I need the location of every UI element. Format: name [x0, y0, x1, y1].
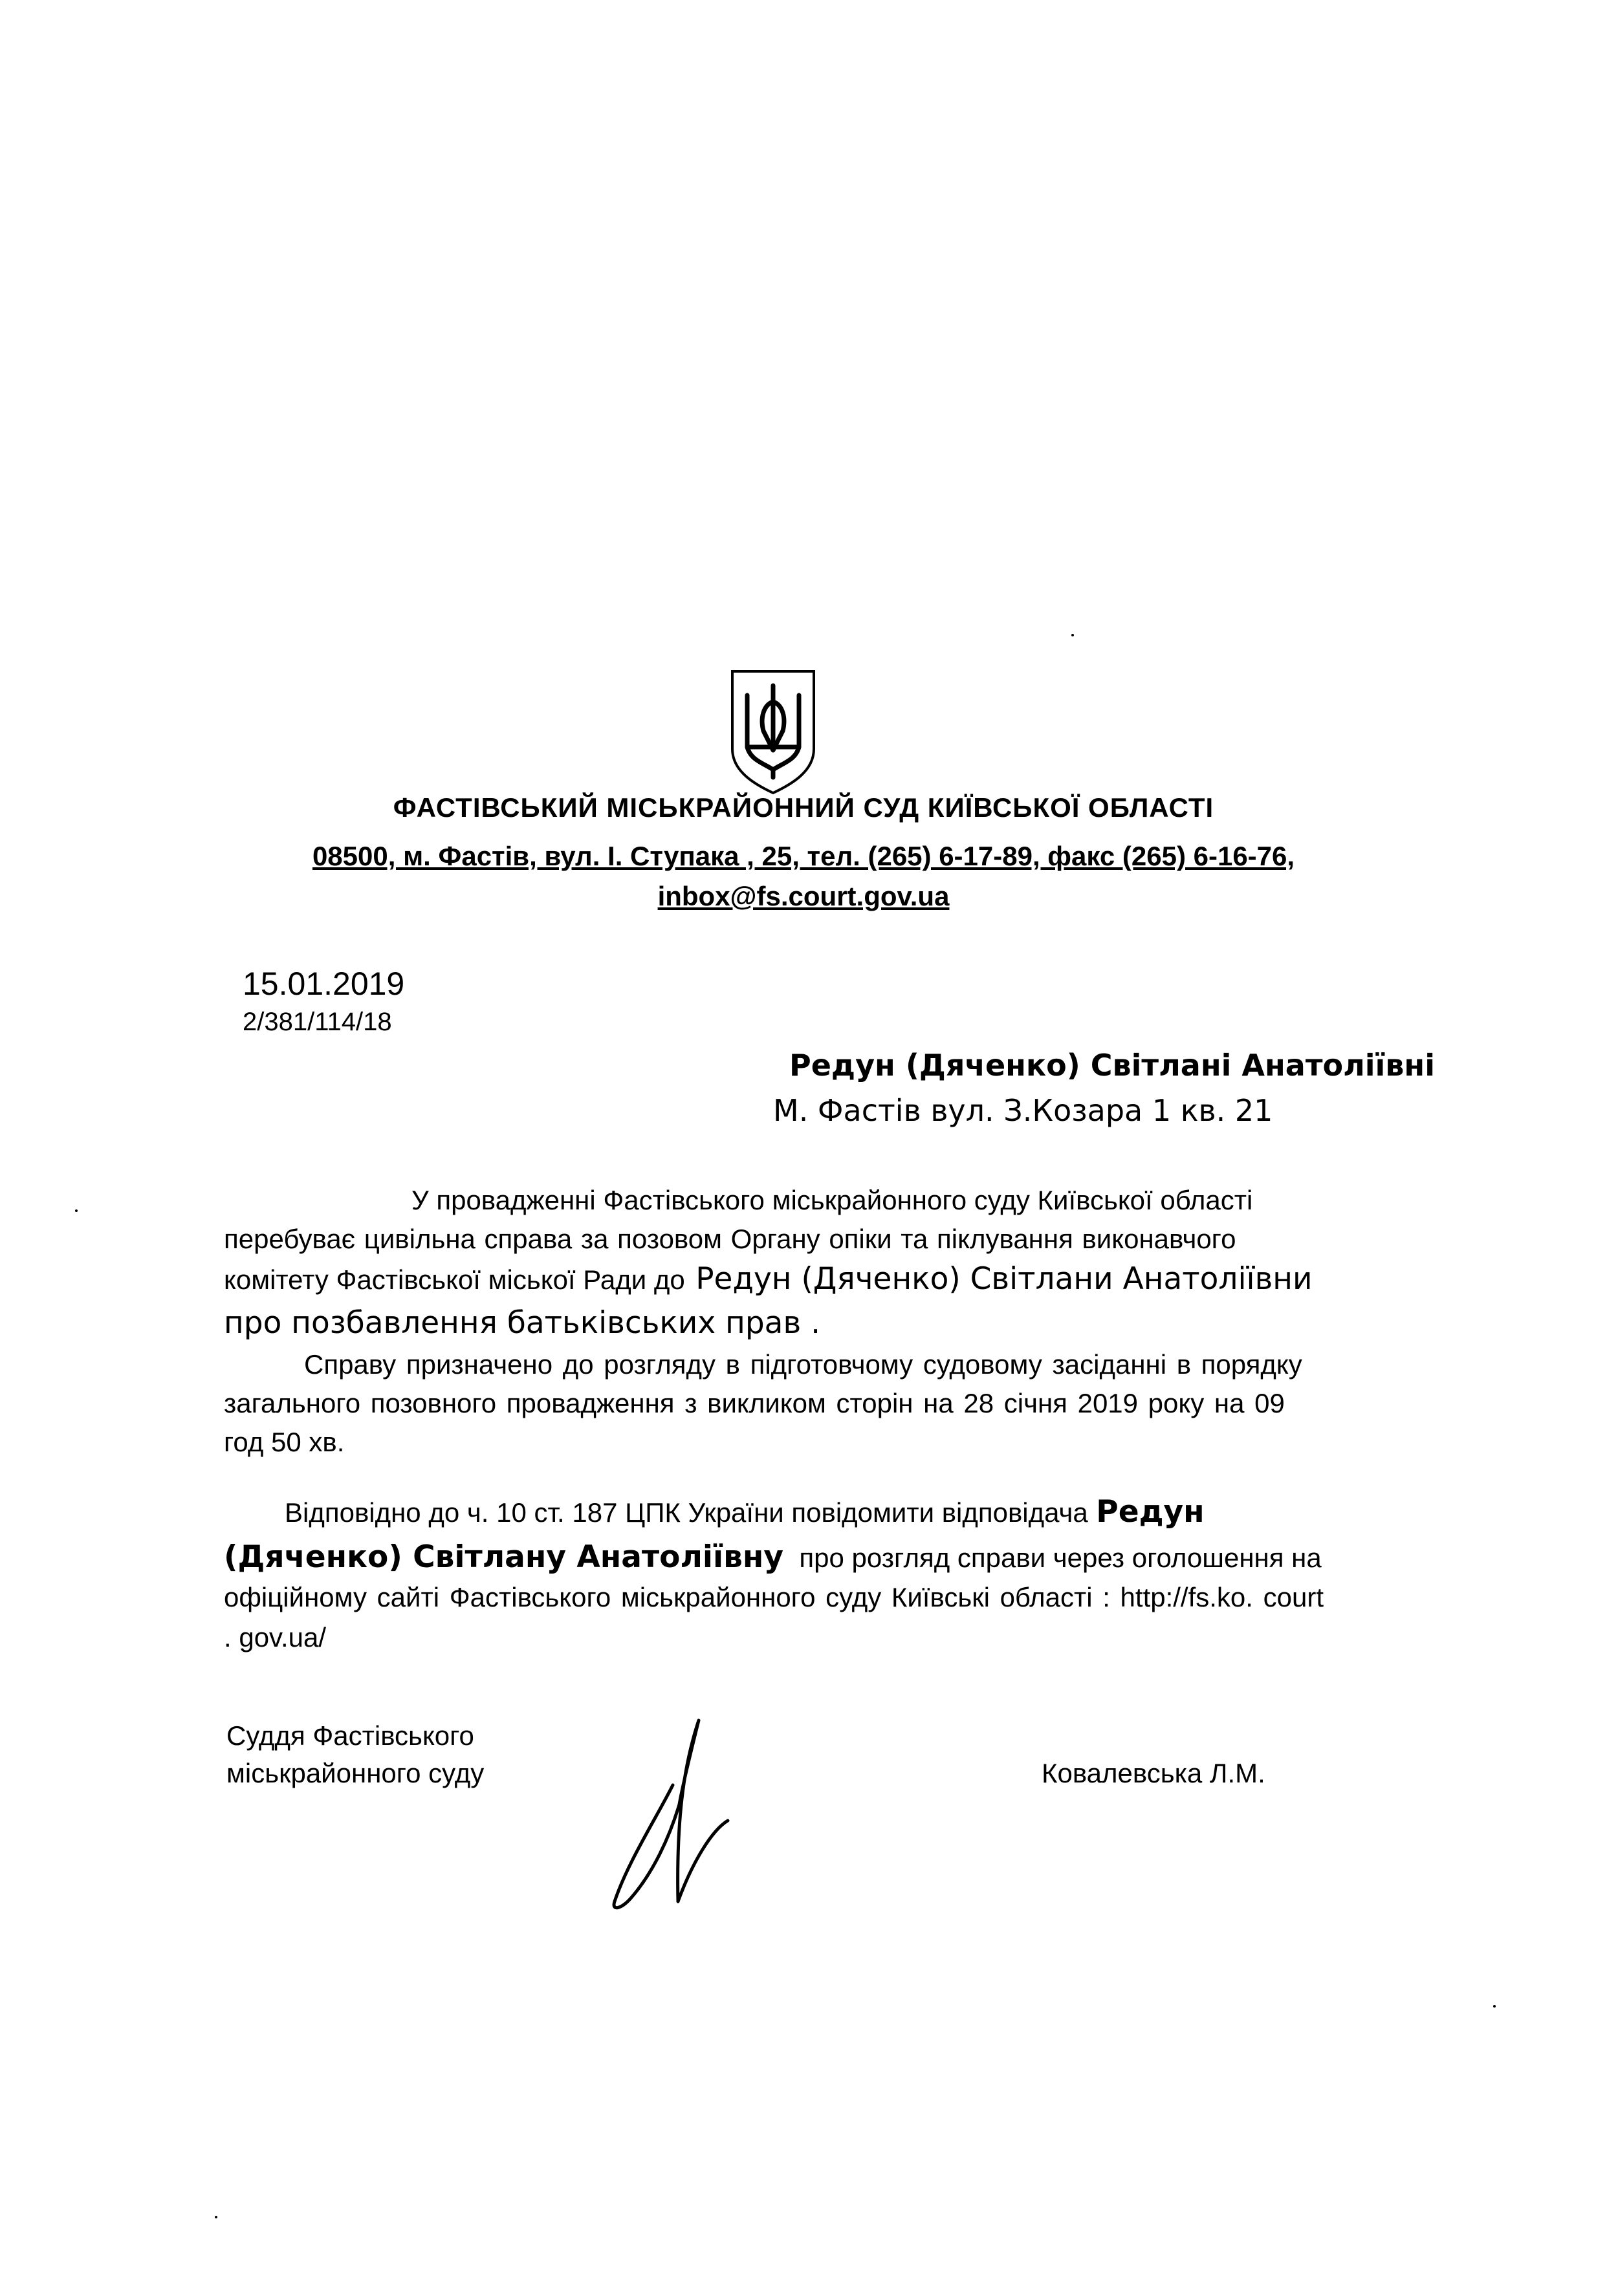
court-email: inbox@fs.court.gov.ua	[657, 881, 950, 911]
coat-of-arms-icon	[725, 666, 822, 796]
paragraph-1-line-4: про позбавлення батьківських прав .	[224, 1305, 821, 1341]
judge-title-line-1: Суддя Фастівського	[226, 1720, 474, 1751]
scan-speck	[1493, 2005, 1496, 2008]
addressee-address: М. Фастів вул. З.Козара 1 кв. 21	[773, 1093, 1273, 1128]
paragraph-1-line-1: У провадженні Фастівського міськрайонного суду Київської області	[411, 1185, 1253, 1215]
handwritten-signature	[595, 1707, 750, 1914]
paragraph-3-line-3: офіційному сайті Фастівського міськрайонного суду Київські області : http://fs.ko. court	[224, 1582, 1324, 1612]
addressee-name: Редун (Дяченко) Світлані Анатоліївні	[789, 1048, 1435, 1083]
paragraph-1-line-3-text: комітету Фастівської міської Ради до	[224, 1264, 685, 1295]
defendant-name-bold-1: Редун	[1096, 1494, 1205, 1530]
paragraph-3-line-1	[285, 1494, 1205, 1530]
paragraph-2-line-3: год 50 хв.	[224, 1427, 345, 1457]
judge-name: Ковалевська Л.М.	[1042, 1758, 1265, 1788]
scan-speck	[75, 1209, 78, 1212]
defendant-name-bold-2: (Дяченко) Світлану Анатоліївну	[224, 1539, 783, 1575]
document-number: 2/381/114/18	[243, 1008, 392, 1036]
paragraph-2-line-2: загального позовного провадження з викликом сторін на 28 січня 2019 року на 09	[224, 1388, 1285, 1418]
court-address: 08500, м. Фастів, вул. І. Ступака , 25, тел. (265) 6-17-89, факс (265) 6-16-76,	[312, 841, 1295, 871]
scan-speck	[215, 2216, 217, 2218]
paragraph-2-line-1: Справу призначено до розгляду в підготовчому судовому засіданні в порядку	[304, 1349, 1302, 1380]
paragraph-3-line-2-text: про розгляд справи через оголошення на	[799, 1543, 1322, 1573]
scan-speck	[1071, 634, 1074, 636]
paragraph-3-line-1-text: Відповідно до ч. 10 ст. 187 ЦПК України повідомити відповідача	[285, 1497, 1088, 1528]
document-date: 15.01.2019	[243, 966, 405, 1002]
paragraph-3-line-2	[224, 1539, 1322, 1575]
paragraph-1-line-2: перебуває цивільна справа за позовом Органу опіки та піклування виконавчого	[224, 1224, 1236, 1254]
judge-title-line-2: міськрайонного суду	[226, 1758, 485, 1788]
paragraph-3-line-4: . gov.ua/	[224, 1622, 326, 1652]
paragraph-1-line-3	[224, 1261, 1313, 1297]
defendant-name: Редун (Дяченко) Світлани Анатоліївни	[695, 1261, 1313, 1297]
court-name: ФАСТІВСЬКИЙ МІСЬКРАЙОННИЙ СУД КИЇВСЬКОЇ ОБЛАСТІ	[393, 792, 1214, 823]
